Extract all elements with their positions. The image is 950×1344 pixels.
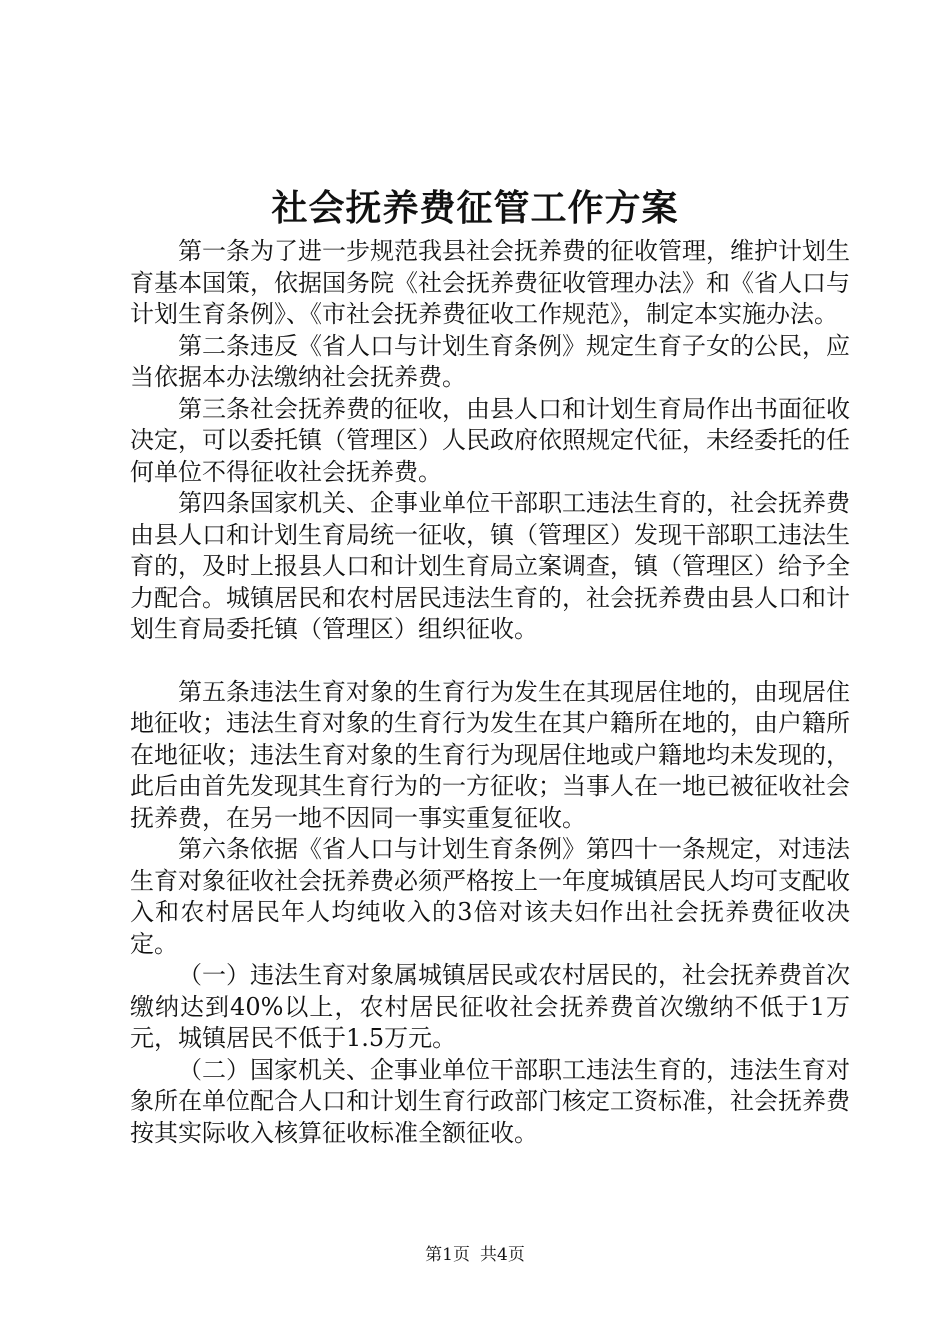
paragraph-article-4: 第四条国家机关、企事业单位干部职工违法生育的，社会抚养费由县人口和计划生育局统一征收，镇（管理区）发现干部职工违法生育的，及时上报县人口和计划生育局立案调查，镇（管理区）给予全力配合。城镇居民和农村居民违法生育的，社会抚养费由县人口和计划生育局委托镇（管理区）组织征收。 xyxy=(130,489,850,643)
page-number: 第1页 xyxy=(425,1245,470,1265)
paragraph-article-5: 第五条违法生育对象的生育行为发生在其现居住地的，由现居住地征收；违法生育对象的生育行为发生在其户籍所在地的，由户籍所在地征收；违法生育对象的生育行为现居住地或户籍地均未发现的，此后由首先发现其生育行为的一方征收；当事人在一地已被征收社会抚养费，在另一地不因同一事实重复征收。 xyxy=(130,677,850,832)
document-body xyxy=(130,236,850,1149)
page-total: 共4页 xyxy=(480,1245,525,1265)
paragraph-item-2: （二）国家机关、企事业单位干部职工违法生育的，违法生育对象所在单位配合人口和计划生育行政部门核定工资标准，社会抚养费按其实际收入核算征收标准全额征收。 xyxy=(130,1055,850,1147)
paragraph-article-6: 第六条依据《省人口与计划生育条例》第四十一条规定，对违法生育对象征收社会抚养费必须严格按上一年度城镇居民人均可支配收入和农村居民年人均纯收入的3倍对该夫妇作出社会抚养费征收决定。 xyxy=(130,835,850,958)
page-footer xyxy=(0,1244,950,1266)
document-title: 社会抚养费征管工作方案 xyxy=(271,187,679,229)
paragraph-article-3: 第三条社会抚养费的征收，由县人口和计划生育局作出书面征收决定，可以委托镇（管理区）人民政府依照规定代征，未经委托的任何单位不得征收社会抚养费。 xyxy=(130,394,850,486)
paragraph-article-2: 第二条违反《省人口与计划生育条例》规定生育子女的公民，应当依据本办法缴纳社会抚养费。 xyxy=(130,331,850,391)
paragraph-item-1: （一）违法生育对象属城镇居民或农村居民的，社会抚养费首次缴纳达到40%以上，农村居民征收社会抚养费首次缴纳不低于1万元，城镇居民不低于1.5万元。 xyxy=(130,961,850,1052)
paragraph-article-1: 第一条为了进一步规范我县社会抚养费的征收管理，维护计划生育基本国策，依据国务院《社会抚养费征收管理办法》和《省人口与计划生育条例》、《市社会抚养费征收工作规范》，制定本实施办法。 xyxy=(130,237,850,328)
